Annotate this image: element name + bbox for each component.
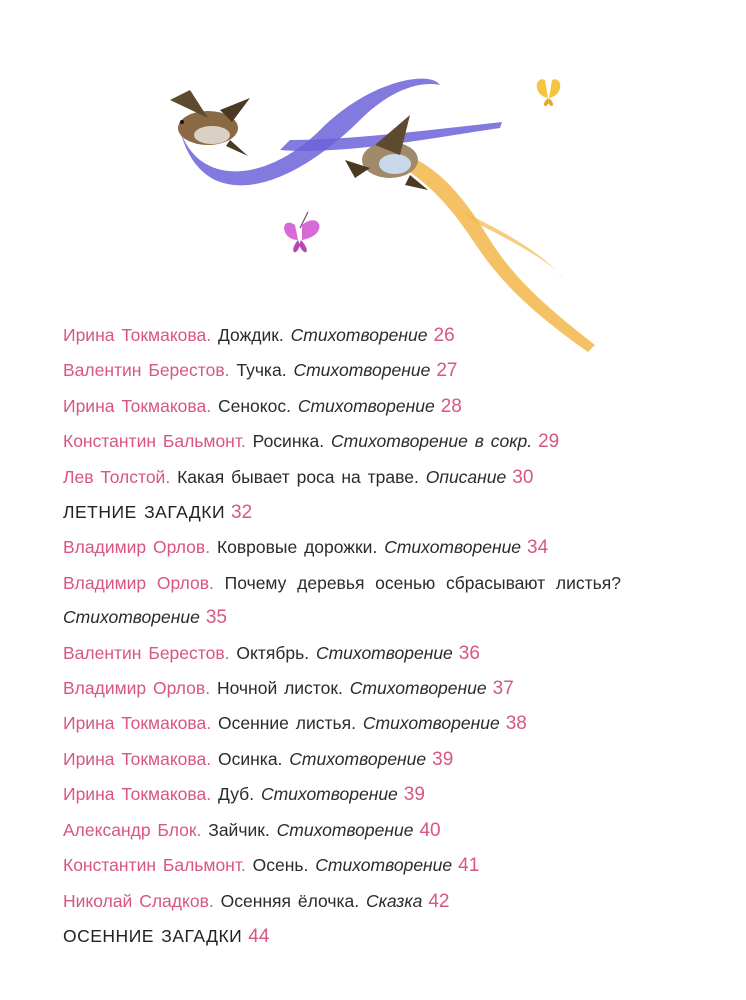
- toc-title: Росинка.: [252, 431, 325, 452]
- toc-title: Октябрь.: [236, 642, 310, 663]
- toc-genre: Описание: [425, 466, 507, 487]
- toc-entry[interactable]: [63, 884, 703, 919]
- toc-entry[interactable]: [63, 706, 703, 741]
- sparrow-left-icon: [170, 90, 250, 156]
- toc-title: Дождик.: [217, 325, 284, 345]
- toc-author: Константин Бальмонт.: [63, 431, 246, 452]
- toc-genre: Стихотворение: [63, 607, 200, 628]
- toc-page-number: 37: [492, 678, 514, 700]
- toc-genre: Стихотворение: [260, 784, 398, 805]
- toc-author: Владимир Орлов.: [63, 537, 211, 558]
- toc-page-number: 36: [458, 642, 480, 664]
- toc-genre: Стихотворение: [384, 537, 522, 558]
- toc-entry[interactable]: [63, 742, 703, 777]
- butterfly-pink-icon: [284, 212, 319, 252]
- toc-genre: Стихотворение: [349, 678, 487, 699]
- toc-genre: Стихотворение: [315, 855, 453, 876]
- toc-page-number: 39: [403, 784, 425, 806]
- toc-page-number: 42: [428, 890, 450, 912]
- toc-page-number: 41: [458, 855, 480, 877]
- toc-title: Зайчик.: [208, 819, 270, 840]
- toc-entry[interactable]: [63, 813, 703, 848]
- toc-author: Валентин Берестов.: [63, 642, 230, 663]
- toc-section[interactable]: [63, 495, 703, 530]
- orange-ribbon-curl: [460, 210, 565, 280]
- toc-page-number: 34: [527, 537, 549, 559]
- toc-section[interactable]: [63, 919, 703, 954]
- toc-author: Владимир Орлов.: [63, 678, 211, 699]
- toc-title: Осинка.: [217, 748, 283, 769]
- toc-author: Ирина Токмакова.: [63, 784, 212, 805]
- toc-title: Ковровые дорожки.: [216, 537, 378, 558]
- toc-author: Владимир Орлов.: [63, 572, 214, 593]
- toc-author: Константин Бальмонт.: [63, 855, 246, 876]
- toc-title: Почему деревья осенью сбрасывают листья?: [224, 572, 621, 593]
- toc-genre: Стихотворение: [289, 748, 427, 769]
- toc-genre: Стихотворение: [362, 713, 500, 734]
- toc-entry[interactable]: [63, 636, 703, 671]
- toc-genre: Стихотворение в сокр.: [331, 431, 533, 452]
- toc-title: Тучка.: [236, 360, 287, 381]
- toc-author: Ирина Токмакова.: [63, 713, 212, 734]
- toc-title: Сенокос.: [217, 395, 291, 416]
- toc-title: Какая бывает роса на траве.: [177, 466, 419, 487]
- toc-title: Дуб.: [217, 784, 255, 805]
- sparrow-right-icon: [345, 115, 428, 190]
- birds-ribbons-illustration: [160, 60, 610, 360]
- toc-entry[interactable]: [63, 777, 703, 812]
- toc-genre: Стихотворение: [293, 360, 431, 381]
- toc-page-number: 32: [231, 502, 253, 524]
- toc-page-number: 27: [436, 360, 458, 382]
- toc-author: Лев Толстой.: [63, 466, 171, 487]
- toc-page-number: 29: [538, 431, 560, 453]
- toc-genre: Стихотворение: [297, 395, 435, 416]
- toc-section-title: ЛЕТНИЕ ЗАГАДКИ: [63, 502, 226, 523]
- table-of-contents: [63, 318, 703, 954]
- toc-entry[interactable]: [63, 389, 703, 424]
- toc-title: Осенние листья.: [217, 713, 356, 734]
- toc-author: Ирина Токмакова.: [63, 395, 212, 416]
- toc-entry[interactable]: [63, 318, 703, 353]
- toc-genre: Стихотворение: [315, 642, 453, 663]
- butterfly-yellow-icon: [537, 79, 561, 106]
- toc-genre: Стихотворение: [276, 819, 414, 840]
- toc-page-number: 30: [512, 466, 534, 488]
- toc-page-number: 35: [205, 607, 227, 629]
- toc-page-number: 44: [248, 925, 270, 947]
- toc-page-number: 28: [440, 395, 462, 417]
- toc-entry[interactable]: [63, 460, 703, 495]
- toc-entry[interactable]: [63, 424, 703, 459]
- toc-page-number: 38: [505, 713, 527, 735]
- toc-author: Николай Сладков.: [63, 890, 214, 911]
- toc-author: Валентин Берестов.: [63, 360, 230, 381]
- toc-title: Ночной листок.: [216, 678, 343, 699]
- toc-section-title: ОСЕННИЕ ЗАГАДКИ: [63, 925, 243, 946]
- toc-title: Осень.: [252, 855, 309, 876]
- toc-author: Ирина Токмакова.: [63, 325, 212, 345]
- toc-author: Александр Блок.: [63, 819, 202, 840]
- toc-page-number: 26: [433, 325, 455, 346]
- toc-genre: Сказка: [365, 890, 423, 911]
- toc-page-number: 39: [432, 748, 454, 770]
- toc-author: Ирина Токмакова.: [63, 748, 212, 769]
- toc-title: Осенняя ёлочка.: [220, 890, 360, 911]
- toc-entry[interactable]: [63, 671, 703, 706]
- toc-entry[interactable]: [63, 848, 703, 883]
- toc-genre: Стихотворение: [290, 325, 428, 345]
- toc-entry[interactable]: [63, 353, 703, 388]
- toc-entry[interactable]: [63, 566, 621, 636]
- toc-entry[interactable]: [63, 530, 703, 565]
- toc-page-number: 40: [419, 819, 441, 841]
